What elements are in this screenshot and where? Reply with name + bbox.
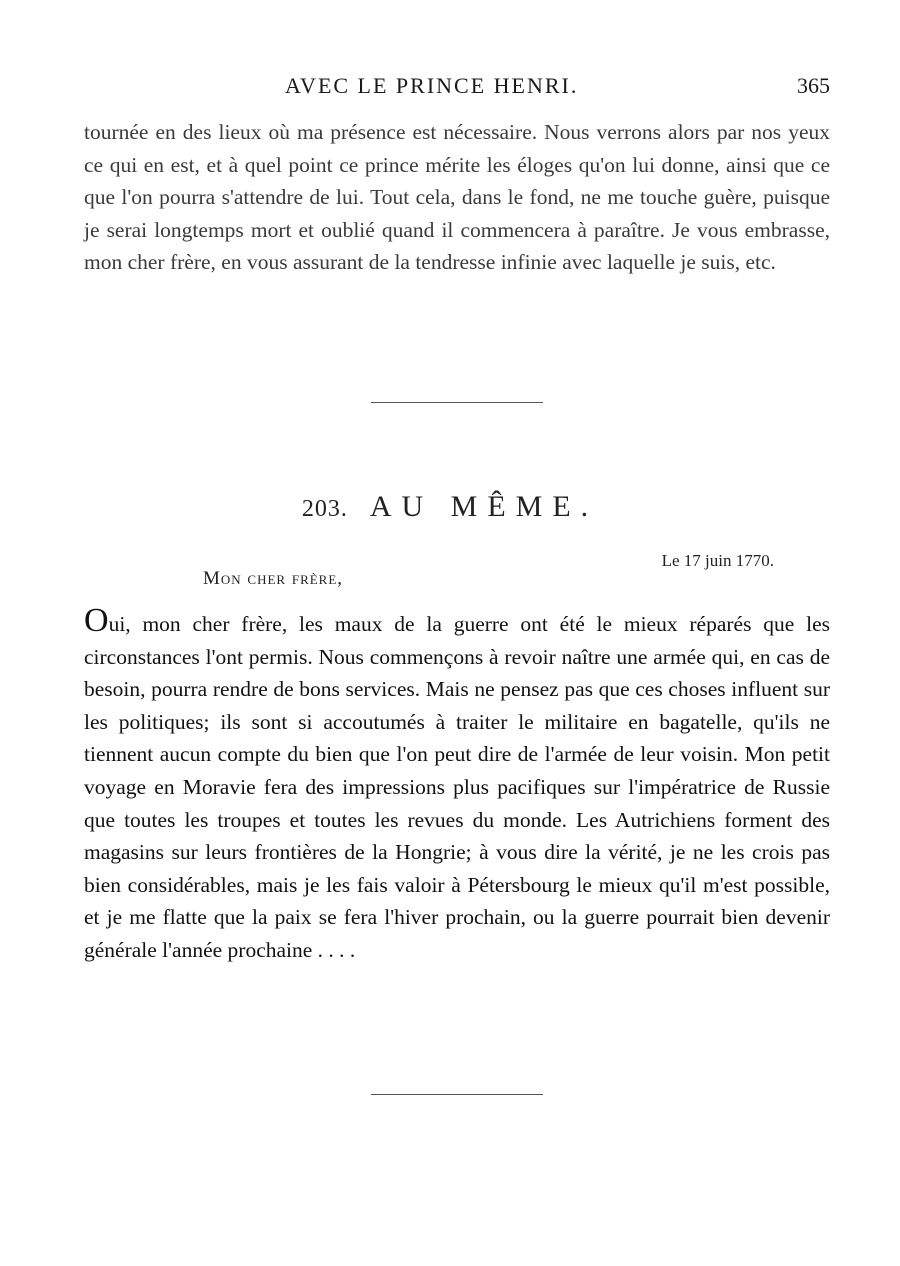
letter-body-paragraph	[84, 602, 830, 967]
section-divider	[371, 402, 543, 403]
end-divider	[371, 1094, 543, 1095]
letter-body-text: ui, mon cher frère, les maux de la guerre ont été le mieux réparés que les circonstances l'ont permis. Nous commençons à revoir naître une armée qui, en cas de besoin, pourra rendre de bons services. Mais ne pensez pas que ces choses influent sur les politiques; ils sont si accoutumés à traiter le militaire en bagatelle, qu'ils ne tiennent aucun compte du bien que l'on peut dire de l'armée de leur voisin. Mon petit voyage en Moravie fera des impressions plus pacifiques sur l'impératrice de Russie que toutes les troupes et toutes les revues du monde. Les Autrichiens forment des magasins sur leurs frontières de la Hongrie; à vous dire la vérité, je ne les crois pas bien considérables, mais je les fais valoir à Pétersbourg le mieux qu'il m'est possible, et je me flatte que la paix se fera l'hiver prochain, ou la guerre pourrait bien devenir générale l'année prochaine . . . .	[84, 612, 830, 962]
letter-heading	[0, 490, 900, 524]
continuation-paragraph	[84, 116, 830, 279]
letter-salutation: Mon cher frère,	[203, 568, 344, 589]
running-title: AVEC LE PRINCE HENRI.	[285, 73, 579, 98]
continuation-text: tournée en des lieux où ma présence est nécessaire. Nous verrons alors par nos yeux ce qui en est, et à quel point ce prince mérite les éloges qu'on lui donne, ainsi que ce que l'on pourra s'attendre de lui. Tout cela, dans le fond, ne me touche guère, puisque je serai longtemps mort et oublié quand il commencera à paraître. Je vous embrasse, mon cher frère, en vous assurant de la tendresse infinie avec laquelle je suis, etc.	[84, 120, 830, 275]
letter-date: Le 17 juin 1770.	[661, 551, 774, 570]
letter-title: AU MÊME.	[369, 490, 599, 523]
letter-body	[84, 602, 830, 967]
letter-number: 203.	[301, 496, 348, 522]
running-head	[84, 73, 830, 103]
drop-initial: O	[84, 602, 109, 639]
page-number: 365	[797, 73, 830, 98]
